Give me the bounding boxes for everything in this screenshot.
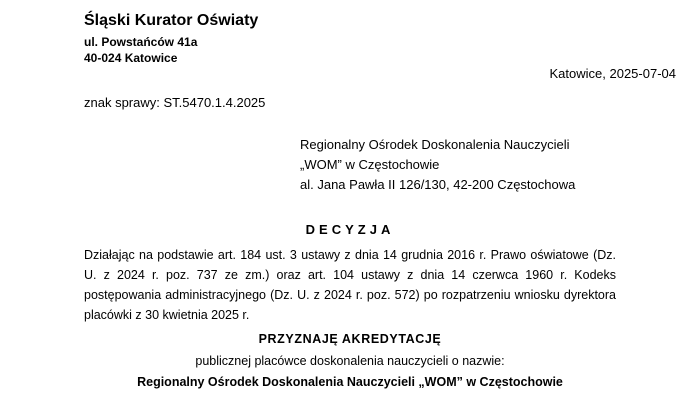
recipient-line-3: al. Jana Pawła II 126/130, 42-200 Częstochowa <box>300 177 576 192</box>
sender-name: Śląski Kurator Oświaty <box>84 12 259 29</box>
place-date: Katowice, 2025-07-04 <box>549 66 676 81</box>
decision-title: DECYZJA <box>305 222 395 237</box>
facility-type: publicznej placówce doskonalenia nauczycieli o nazwie: <box>195 354 505 368</box>
legal-basis-paragraph: Działając na podstawie art. 184 ust. 3 ustawy z dnia 14 grudnia 2016 r. Prawo oświatowe (Dz. U. z 2024 r. poz. 737 ze zm.) oraz art. 104 ustawy z dnia 14 czerwca 1960 r. Kodeks postępowania administracyjnego (Dz. U. z 2024 r. poz. 572) po rozpatrzeniu wniosku dyrektora placówki z 30 kwietnia 2025 r. <box>84 248 616 322</box>
case-reference: znak sprawy: ST.5470.1.4.2025 <box>84 95 266 110</box>
recipient-line-1: Regionalny Ośrodek Doskonalenia Nauczycieli <box>300 137 570 152</box>
recipient-line-2: „WOM” w Częstochowie <box>300 157 440 172</box>
sender-postal-city: 40-024 Katowice <box>84 51 178 65</box>
facility-name: Regionalny Ośrodek Doskonalenia Nauczycieli „WOM” w Częstochowie <box>137 375 563 389</box>
grant-heading: PRZYZNAJĘ AKREDYTACJĘ <box>258 332 442 346</box>
sender-street: ul. Powstańców 41a <box>84 35 198 49</box>
